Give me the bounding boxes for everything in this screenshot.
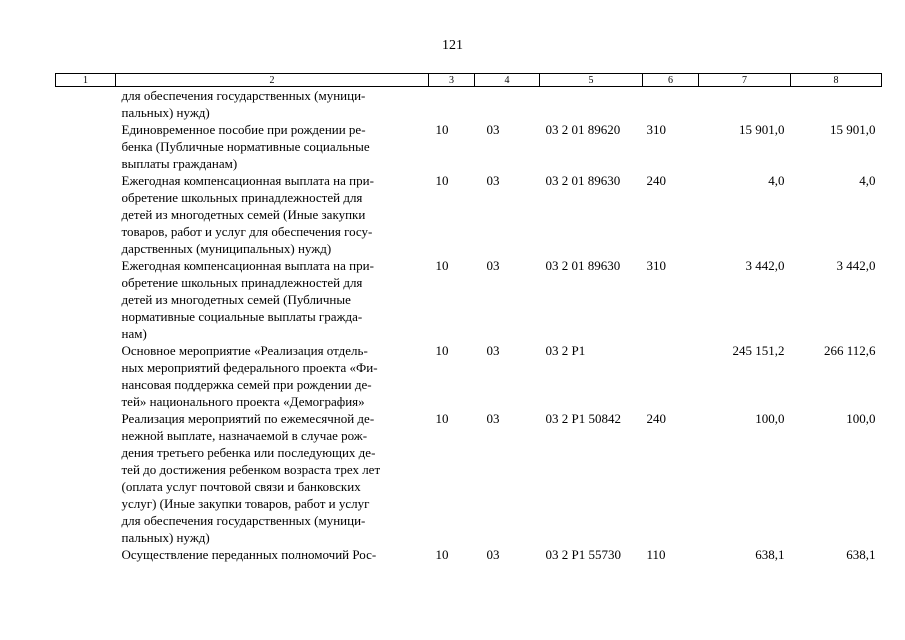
target-article-cell: 03 2 P1 55730 [545, 547, 621, 562]
amount-year2-cell: 3 442,0 [836, 258, 876, 273]
row-index-cell [56, 410, 116, 546]
column-number: 6 [643, 74, 699, 87]
description-cell: Осуществление переданных полномочий Рос- [121, 547, 377, 562]
amount-year1-cell [699, 87, 791, 122]
expense-type-cell: 240 [646, 411, 666, 426]
amount-year2-cell: 638,1 [846, 547, 876, 562]
table-row [56, 121, 882, 172]
section-cell [429, 87, 475, 122]
amount-year1-cell: 3 442,0 [745, 258, 785, 273]
target-article-cell: 03 2 P1 [545, 343, 586, 358]
subsection-cell: 03 [486, 258, 500, 273]
row-index-cell [56, 121, 116, 172]
table-row [56, 342, 882, 410]
description-cell: Реализация мероприятий по ежемесячной де- нежной выплате, назначаемой в случае рож- дения третьего ребенка или последующих де- тей до достижения ребенком возраста трех лет (оплата услуг почтовой связи и банковских услуг) (Иные закупки товаров, работ и услуг для обеспечения государственных (муници- пальных) нужд) [121, 411, 381, 545]
column-number: 8 [791, 74, 882, 87]
subsection-cell: 03 [486, 343, 500, 358]
section-cell: 10 [435, 122, 449, 137]
table-row [56, 172, 882, 257]
expense-type-cell: 240 [646, 173, 666, 188]
table-body [56, 87, 882, 564]
amount-year2-cell: 266 112,6 [823, 343, 876, 358]
expense-type-cell [643, 342, 699, 410]
section-cell: 10 [435, 343, 449, 358]
table-row [56, 546, 882, 563]
page-number: 121 [442, 38, 463, 53]
column-number: 2 [116, 74, 429, 87]
expense-type-cell: 310 [646, 258, 666, 273]
table-row [56, 410, 882, 546]
description-cell: Основное мероприятие «Реализация отдель- ных мероприятий федерального проекта «Фи- нансовая поддержка семей при рождении де- тей» национального проекта «Демография» [121, 343, 378, 409]
amount-year1-cell: 100,0 [755, 411, 785, 426]
target-article-cell: 03 2 P1 50842 [545, 411, 621, 426]
section-cell: 10 [435, 258, 449, 273]
column-number: 5 [540, 74, 643, 87]
budget-table [55, 73, 882, 563]
subsection-cell: 03 [486, 411, 500, 426]
row-index-cell [56, 172, 116, 257]
subsection-cell: 03 [486, 173, 500, 188]
description-cell: Ежегодная компенсационная выплата на при- обретение школьных принадлежностей для детей из многодетных семей (Иные закупки товаров, работ и услуг для обеспечения госу- дарственных (муниципальных) нужд) [121, 173, 374, 256]
column-number-row [56, 74, 882, 87]
row-index-cell [56, 257, 116, 342]
target-article-cell: 03 2 01 89630 [545, 173, 621, 188]
column-number: 4 [475, 74, 540, 87]
section-cell: 10 [435, 173, 449, 188]
amount-year2-cell: 15 901,0 [830, 122, 876, 137]
description-cell: для обеспечения государственных (муници- пальных) нужд) [121, 88, 366, 120]
amount-year1-cell: 4,0 [768, 173, 785, 188]
amount-year2-cell: 100,0 [846, 411, 876, 426]
subsection-cell [475, 87, 540, 122]
amount-year1-cell: 15 901,0 [739, 122, 785, 137]
row-index-cell [56, 87, 116, 122]
target-article-cell: 03 2 01 89630 [545, 258, 621, 273]
section-cell: 10 [435, 547, 449, 562]
table-row [56, 87, 882, 122]
description-cell: Ежегодная компенсационная выплата на при- обретение школьных принадлежностей для детей из многодетных семей (Публичные нормативные социальные выплаты гражда- нам) [121, 258, 374, 341]
expense-type-cell [643, 87, 699, 122]
amount-year2-cell [791, 87, 882, 122]
amount-year1-cell: 638,1 [755, 547, 785, 562]
amount-year2-cell: 4,0 [859, 173, 876, 188]
subsection-cell: 03 [486, 547, 500, 562]
subsection-cell: 03 [486, 122, 500, 137]
column-number: 7 [699, 74, 791, 87]
expense-type-cell: 110 [646, 547, 666, 562]
column-number: 3 [429, 74, 475, 87]
target-article-cell [540, 87, 643, 122]
amount-year1-cell: 245 151,2 [732, 343, 785, 358]
description-cell: Единовременное пособие при рождении ре- бенка (Публичные нормативные социальные выплаты гражданам) [121, 122, 370, 171]
expense-type-cell: 310 [646, 122, 666, 137]
section-cell: 10 [435, 411, 449, 426]
target-article-cell: 03 2 01 89620 [545, 122, 621, 137]
row-index-cell [56, 546, 116, 563]
column-number: 1 [56, 74, 116, 87]
row-index-cell [56, 342, 116, 410]
table-row [56, 257, 882, 342]
